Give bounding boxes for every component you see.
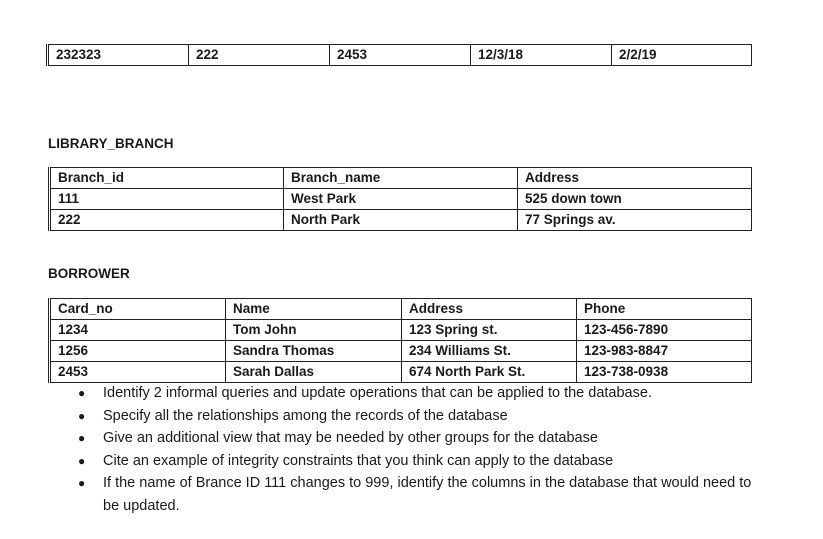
table-cell: Sandra Thomas bbox=[226, 341, 402, 362]
table-row bbox=[50, 341, 752, 362]
table-row bbox=[50, 210, 752, 231]
loan-cell: 222 bbox=[189, 45, 330, 66]
column-header: Address bbox=[518, 168, 752, 189]
table-cell: Sarah Dallas bbox=[226, 362, 402, 383]
table-cell: 234 Williams St. bbox=[402, 341, 577, 362]
table-cell: 1256 bbox=[50, 341, 226, 362]
library-branch-heading: LIBRARY_BRANCH bbox=[48, 136, 174, 151]
column-header: Phone bbox=[577, 299, 752, 320]
table-cell: 123-456-7890 bbox=[577, 320, 752, 341]
table-cell: 123 Spring st. bbox=[402, 320, 577, 341]
column-header: Address bbox=[402, 299, 577, 320]
book-loans-table bbox=[46, 44, 752, 66]
list-item-text: Identify 2 informal queries and update operations that can be applied to the database. bbox=[103, 385, 652, 401]
list-item bbox=[78, 405, 758, 428]
bullet-icon: ● bbox=[78, 476, 86, 490]
table-header-row bbox=[50, 168, 752, 189]
bullet-icon: ● bbox=[78, 453, 86, 468]
borrower-table bbox=[48, 298, 752, 383]
table-cell: 2453 bbox=[50, 362, 226, 383]
list-item-text: If the name of Brance ID 111 changes to 999, identify the columns in the database that would need to be updated. bbox=[103, 475, 752, 514]
list-item bbox=[78, 472, 758, 517]
table-cell: 77 Springs av. bbox=[518, 210, 752, 231]
table-cell: North Park bbox=[284, 210, 518, 231]
task-list bbox=[78, 382, 758, 517]
borrower-heading: BORROWER bbox=[48, 266, 130, 281]
table-cell: 123-738-0938 bbox=[577, 362, 752, 383]
list-item-text: Cite an example of integrity constraints that you think can apply to the database bbox=[103, 452, 614, 469]
table-header-row bbox=[50, 299, 752, 320]
table-cell: 111 bbox=[50, 189, 284, 210]
table-row bbox=[50, 189, 752, 210]
table-cell: 674 North Park St. bbox=[402, 362, 577, 383]
loan-cell: 2453 bbox=[330, 45, 471, 66]
table-cell: 222 bbox=[50, 210, 284, 231]
column-header: Name bbox=[226, 299, 402, 320]
list-item bbox=[78, 450, 758, 473]
table-cell: 1234 bbox=[50, 320, 226, 341]
table-cell: 123-983-8847 bbox=[577, 341, 752, 362]
list-item-text: Give an additional view that may be needed by other groups for the database bbox=[103, 430, 598, 446]
table-row bbox=[48, 45, 752, 66]
bullet-icon: ● bbox=[78, 431, 86, 445]
column-header: Card_no bbox=[50, 299, 226, 320]
column-header: Branch_name bbox=[284, 168, 518, 189]
bullet-icon: ● bbox=[78, 408, 86, 423]
list-item-text: Specify all the relationships among the records of the database bbox=[103, 407, 508, 424]
loan-cell: 12/3/18 bbox=[471, 45, 612, 66]
table-row bbox=[50, 362, 752, 383]
loan-cell: 2/2/19 bbox=[612, 45, 752, 66]
table-cell: West Park bbox=[284, 189, 518, 210]
list-item bbox=[78, 427, 758, 450]
bullet-icon: ● bbox=[78, 386, 86, 400]
library-branch-table bbox=[48, 167, 752, 231]
table-cell: 525 down town bbox=[518, 189, 752, 210]
list-item bbox=[78, 382, 758, 405]
loan-cell: 232323 bbox=[48, 45, 189, 66]
column-header: Branch_id bbox=[50, 168, 284, 189]
table-cell: Tom John bbox=[226, 320, 402, 341]
table-row bbox=[50, 320, 752, 341]
